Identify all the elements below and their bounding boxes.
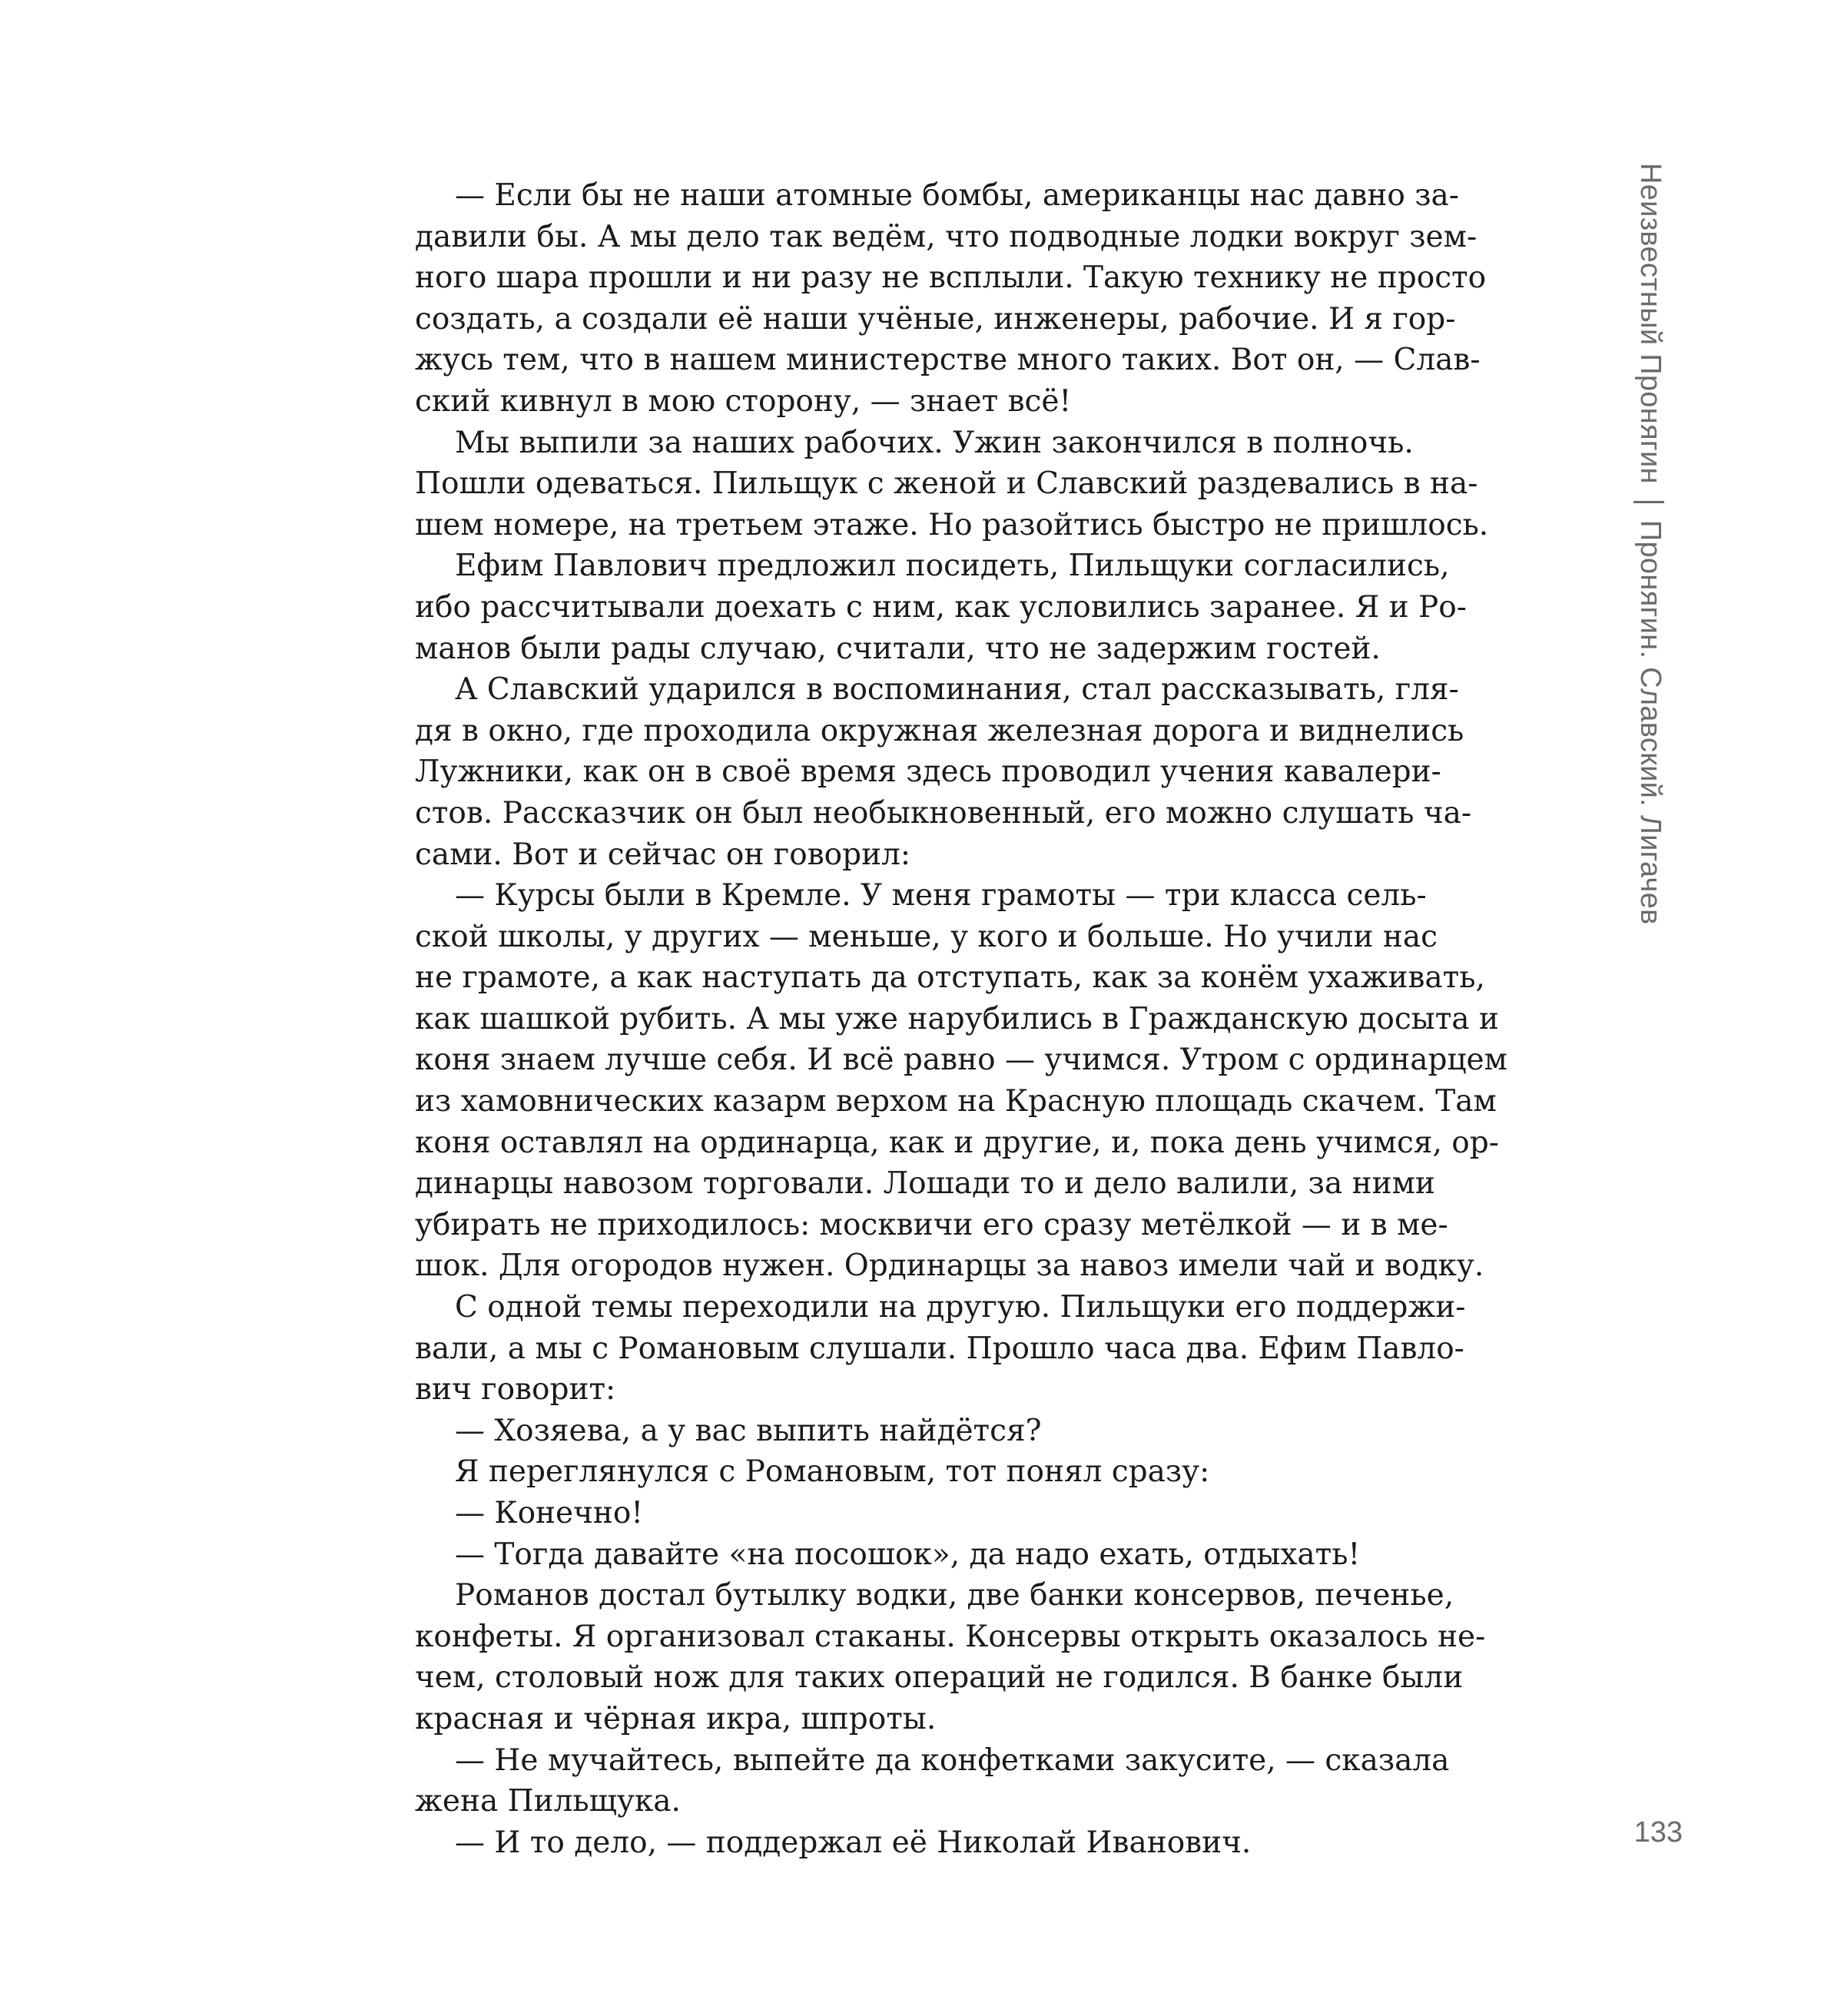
text-line: давили бы. А мы дело так ведём, что подводные лодки вокруг зем- (415, 219, 1478, 254)
text-line: — Если бы не наши атомные бомбы, американцы нас давно за- (455, 178, 1459, 213)
text-line: динарцы навозом торговали. Лошади то и дело валили, за ними (415, 1166, 1435, 1202)
text-line: коня знаем лучше себя. И всё равно — учимся. Утром с ординарцем (415, 1043, 1507, 1078)
text-line: стов. Рассказчик он был необыкновенный, его можно слушать ча- (415, 795, 1472, 831)
text-line: — Не мучайтесь, выпейте да конфетками закусите, — сказала (455, 1742, 1450, 1778)
text-line: манов были рады случаю, считали, что не задержим гостей. (415, 631, 1381, 666)
text-line: красная и чёрная икра, шпроты. (415, 1701, 937, 1736)
text-line: ский кивнул в мою сторону, — знает всё! (415, 383, 1072, 419)
text-line: ибо рассчитывали доехать с ним, как условились заранее. Я и Ро- (415, 589, 1467, 625)
text-line: коня оставлял на ординарца, как и другие, и, пока день учимся, ор- (415, 1125, 1499, 1160)
text-line: жена Пильщука. (415, 1784, 681, 1819)
text-line: ской школы, у других — меньше, у кого и больше. Но учили нас (415, 919, 1438, 954)
text-line: Романов достал бутылку водки, две банки консервов, печенье, (455, 1578, 1454, 1613)
page-number: 133 (1633, 1816, 1683, 1849)
text-line: как шашкой рубить. А мы уже нарубились в Гражданскую досыта и (415, 1001, 1499, 1036)
running-head-text (1633, 163, 1668, 925)
text-line: — Курсы были в Кремле. У меня грамоты — три класса сель- (455, 878, 1427, 914)
separator-bar (1633, 501, 1664, 503)
text-line: Пошли одеваться. Пильщук с женой и Славский раздевались в на- (415, 466, 1478, 502)
text-line: Лужники, как он в своё время здесь проводил учения кавалери- (415, 754, 1441, 790)
text-line: шок. Для огородов нужен. Ординарцы за навоз имели чай и водку. (415, 1248, 1484, 1284)
text-line: из хамовнических казарм верхом на Красную площадь скачем. Там (415, 1084, 1497, 1119)
text-line: — Хозяева, а у вас выпить найдётся? (455, 1413, 1042, 1448)
text-line: сами. Вот и сейчас он говорил: (415, 837, 911, 872)
running-head (1633, 163, 1679, 925)
body-text (415, 175, 1507, 1863)
text-line: — И то дело, — поддержал её Николай Иванович. (455, 1825, 1252, 1860)
text-line: убирать не приходилось: москвичи его сразу метёлкой — и в ме- (415, 1207, 1448, 1242)
text-line: ного шара прошли и ни разу не всплыли. Такую технику не просто (415, 260, 1487, 296)
text-line: вали, а мы с Романовым слушали. Прошло часа два. Ефим Павло- (415, 1331, 1464, 1366)
text-line: дя в окно, где проходила окружная железная дорога и виднелись (415, 713, 1464, 748)
text-line: шем номере, на третьем этаже. Но разойтись быстро не пришлось. (415, 507, 1489, 542)
text-line: — Тогда давайте «на посошок», да надо ехать, отдыхать! (455, 1537, 1361, 1572)
chapter-title: Пронягин. Славский. Лигачев (1634, 519, 1667, 925)
book-title: Неизвестный Пронягин (1634, 163, 1667, 484)
text-line: А Славский ударился в воспоминания, стал рассказывать, гля- (455, 672, 1459, 708)
text-line: жусь тем, что в нашем министерстве много таких. Вот он, — Слав- (415, 343, 1481, 378)
text-line: Мы выпили за наших рабочих. Ужин закончился в полночь. (455, 425, 1414, 460)
text-line: вич говорит: (415, 1372, 616, 1408)
text-line: не грамоте, а как наступать да отступать, как за конём ухаживать, (415, 960, 1485, 996)
text-line: Я переглянулся с Романовым, тот понял сразу: (455, 1454, 1210, 1490)
text-line: С одной темы переходили на другую. Пильщуки его поддержи- (455, 1290, 1466, 1325)
text-line: создать, а создали её наши учёные, инженеры, рабочие. И я гор- (415, 301, 1456, 337)
text-line: — Конечно! (455, 1496, 644, 1530)
text-line: чем, столовый нож для таких операций не годился. В банке были (415, 1660, 1464, 1696)
text-line: конфеты. Я организовал стаканы. Консервы открыть оказалось не- (415, 1619, 1486, 1654)
text-line: Ефим Павлович предложил посидеть, Пильщуки согласились, (455, 549, 1450, 584)
